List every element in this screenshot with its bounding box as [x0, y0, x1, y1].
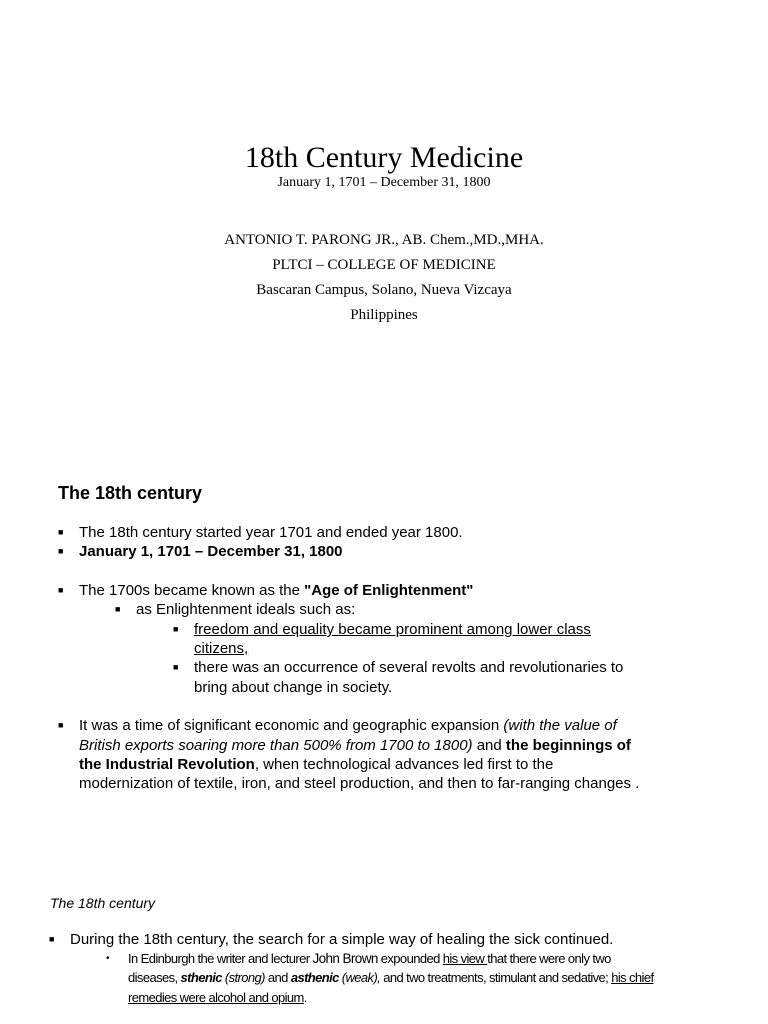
- bold-phrase: "Age of Enlightenment": [304, 582, 474, 599]
- bullet-text: [128, 949, 611, 969]
- italic-phrase: British exports soaring more than 500% from 1700 to 1800): [79, 737, 473, 754]
- emphasis-name: John Brown: [312, 951, 378, 966]
- bullet-text: The 18th century started year 1701 and ended year 1800.: [79, 524, 463, 541]
- text-run: and: [264, 970, 291, 985]
- bold-phrase: the Industrial Revolution: [79, 756, 255, 773]
- author-institution: PLTCI – COLLEGE OF MEDICINE: [272, 257, 496, 273]
- bold-italic-term: asthenic: [290, 970, 339, 985]
- square-bullet-icon: ■: [115, 604, 121, 614]
- author-country: Philippines: [350, 307, 418, 323]
- square-bullet-icon: ■: [58, 720, 64, 730]
- bullet-text: During the 18th century, the search for a simple way of healing the sick continued.: [70, 931, 614, 948]
- document-title: 18th Century Medicine: [244, 141, 524, 174]
- bullet-text: as Enlightenment ideals such as:: [136, 601, 356, 618]
- underlined-phrase: his chief: [611, 970, 654, 985]
- square-bullet-icon: ■: [58, 546, 64, 556]
- text-run: diseases,: [128, 970, 181, 985]
- text-run: and: [472, 737, 506, 754]
- round-bullet-icon: •: [106, 953, 110, 964]
- square-bullet-icon: ■: [173, 624, 179, 634]
- author-campus: Bascaran Campus, Solano, Nueva Vizcaya: [256, 282, 512, 298]
- text-run: .: [303, 990, 307, 1005]
- text-run: In Edinburgh the writer and lecturer: [128, 951, 313, 966]
- text-run: It was a time of significant economic and geographic expansion: [79, 717, 504, 734]
- bullet-text: [79, 581, 473, 601]
- text-run: The 1700s became known as the: [79, 582, 305, 599]
- bullet-text: freedom and equality became prominent among lower class: [194, 621, 591, 638]
- bullet-text: [128, 968, 653, 988]
- bullet-text: January 1, 1701 – December 31, 1800: [79, 543, 343, 560]
- bullet-text: bring about change in society.: [194, 679, 393, 696]
- square-bullet-icon: ■: [173, 662, 179, 672]
- bullet-text: [79, 736, 631, 756]
- bullet-text: [79, 716, 617, 736]
- bullet-text: modernization of textile, iron, and steel production, and then to far-ranging changes .: [79, 775, 640, 792]
- text-run: expounded: [377, 951, 443, 966]
- section-heading: The 18th century: [58, 483, 203, 503]
- italic-phrase: (strong): [221, 970, 265, 985]
- text-run: and two treatments, stimulant and sedative;: [380, 970, 612, 985]
- italic-phrase: (weak),: [338, 970, 381, 985]
- underlined-phrase: his view: [442, 951, 488, 966]
- underlined-phrase: remedies were alcohol and opium: [128, 990, 304, 1005]
- text-run: that there were only two: [487, 951, 611, 966]
- document-dates: January 1, 1701 – December 31, 1800: [277, 175, 491, 190]
- bullet-text: [128, 988, 307, 1008]
- author-block: [0, 228, 768, 328]
- square-bullet-icon: ■: [58, 527, 64, 537]
- square-bullet-icon: ■: [49, 934, 55, 944]
- text-run: , when technological advances led first to the: [254, 756, 554, 773]
- bold-italic-term: sthenic: [180, 970, 222, 985]
- author-name: ANTONIO T. PARONG JR., AB. Chem.,MD.,MHA.: [224, 232, 544, 248]
- bullet-text: [79, 755, 553, 775]
- bullet-text: citizens,: [194, 640, 249, 657]
- italic-phrase: (with the value of: [503, 717, 617, 734]
- square-bullet-icon: ■: [58, 585, 64, 595]
- bullet-text: there was an occurrence of several revolts and revolutionaries to: [194, 659, 624, 676]
- section-heading: The 18th century: [50, 895, 156, 911]
- bold-phrase: the beginnings of: [505, 737, 631, 754]
